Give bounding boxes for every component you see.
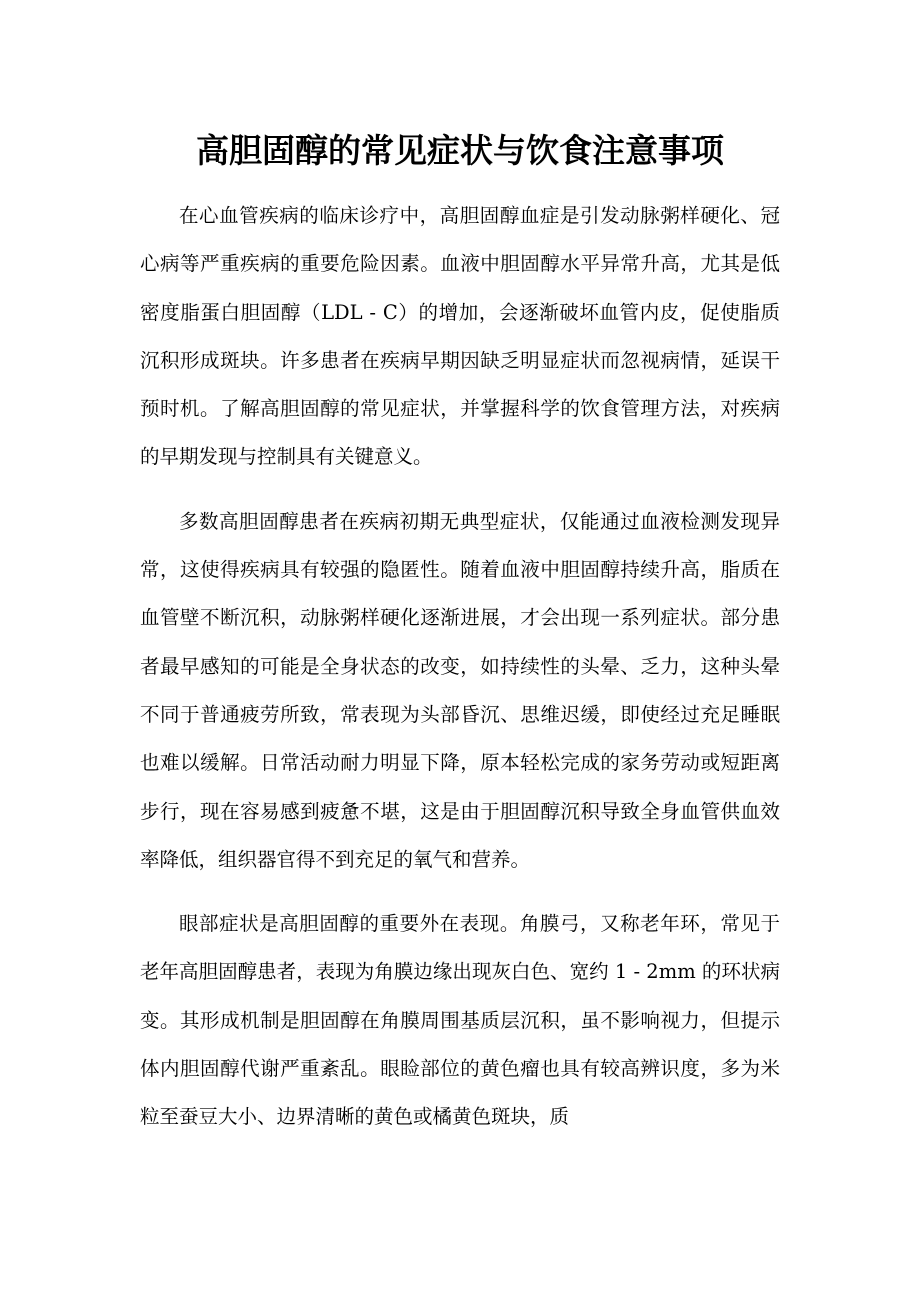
document-body xyxy=(140,192,780,1158)
paragraph-intro: 在心血管疾病的临床诊疗中，高胆固醇血症是引发动脉粥样硬化、冠心病等严重疾病的重要危险因素。血液中胆固醇水平异常升高，尤其是低密度脂蛋白胆固醇（LDL - C）的增加，会逐渐破坏血管内皮，促使脂质沉积形成斑块。许多患者在疾病早期因缺乏明显症状而忽视病情，延误干预时机。了解高胆固醇的常见症状，并掌握科学的饮食管理方法，对疾病的早期发现与控制具有关键意义。 xyxy=(140,204,780,469)
document-title: 高胆固醇的常见症状与饮食注意事项 xyxy=(196,131,724,170)
paragraph-eye-symptoms: 眼部症状是高胆固醇的重要外在表现。角膜弓，又称老年环，常见于老年高胆固醇患者，表现为角膜边缘出现灰白色、宽约 1 - 2mm 的环状病变。其形成机制是胆固醇在角膜周围基质层沉积，虽不影响视力，但提示体内胆固醇代谢严重紊乱。眼睑部位的黄色瘤也具有较高辨识度，多为米粒至蚕豆大小、边界清晰的黄色或橘黄色斑块，质 xyxy=(140,912,780,1129)
paragraph-general-symptoms: 多数高胆固醇患者在疾病初期无典型症状，仅能通过血液检测发现异常，这使得疾病具有较强的隐匿性。随着血液中胆固醇持续升高，脂质在血管壁不断沉积，动脉粥样硬化逐渐进展，才会出现一系列症状。部分患者最早感知的可能是全身状态的改变，如持续性的头晕、乏力，这种头晕不同于普通疲劳所致，常表现为头部昏沉、思维迟缓，即使经过充足睡眠也难以缓解。日常活动耐力明显下降，原本轻松完成的家务劳动或短距离步行，现在容易感到疲惫不堪，这是由于胆固醇沉积导致全身血管供血效率降低，组织器官得不到充足的氧气和营养。 xyxy=(140,509,780,871)
